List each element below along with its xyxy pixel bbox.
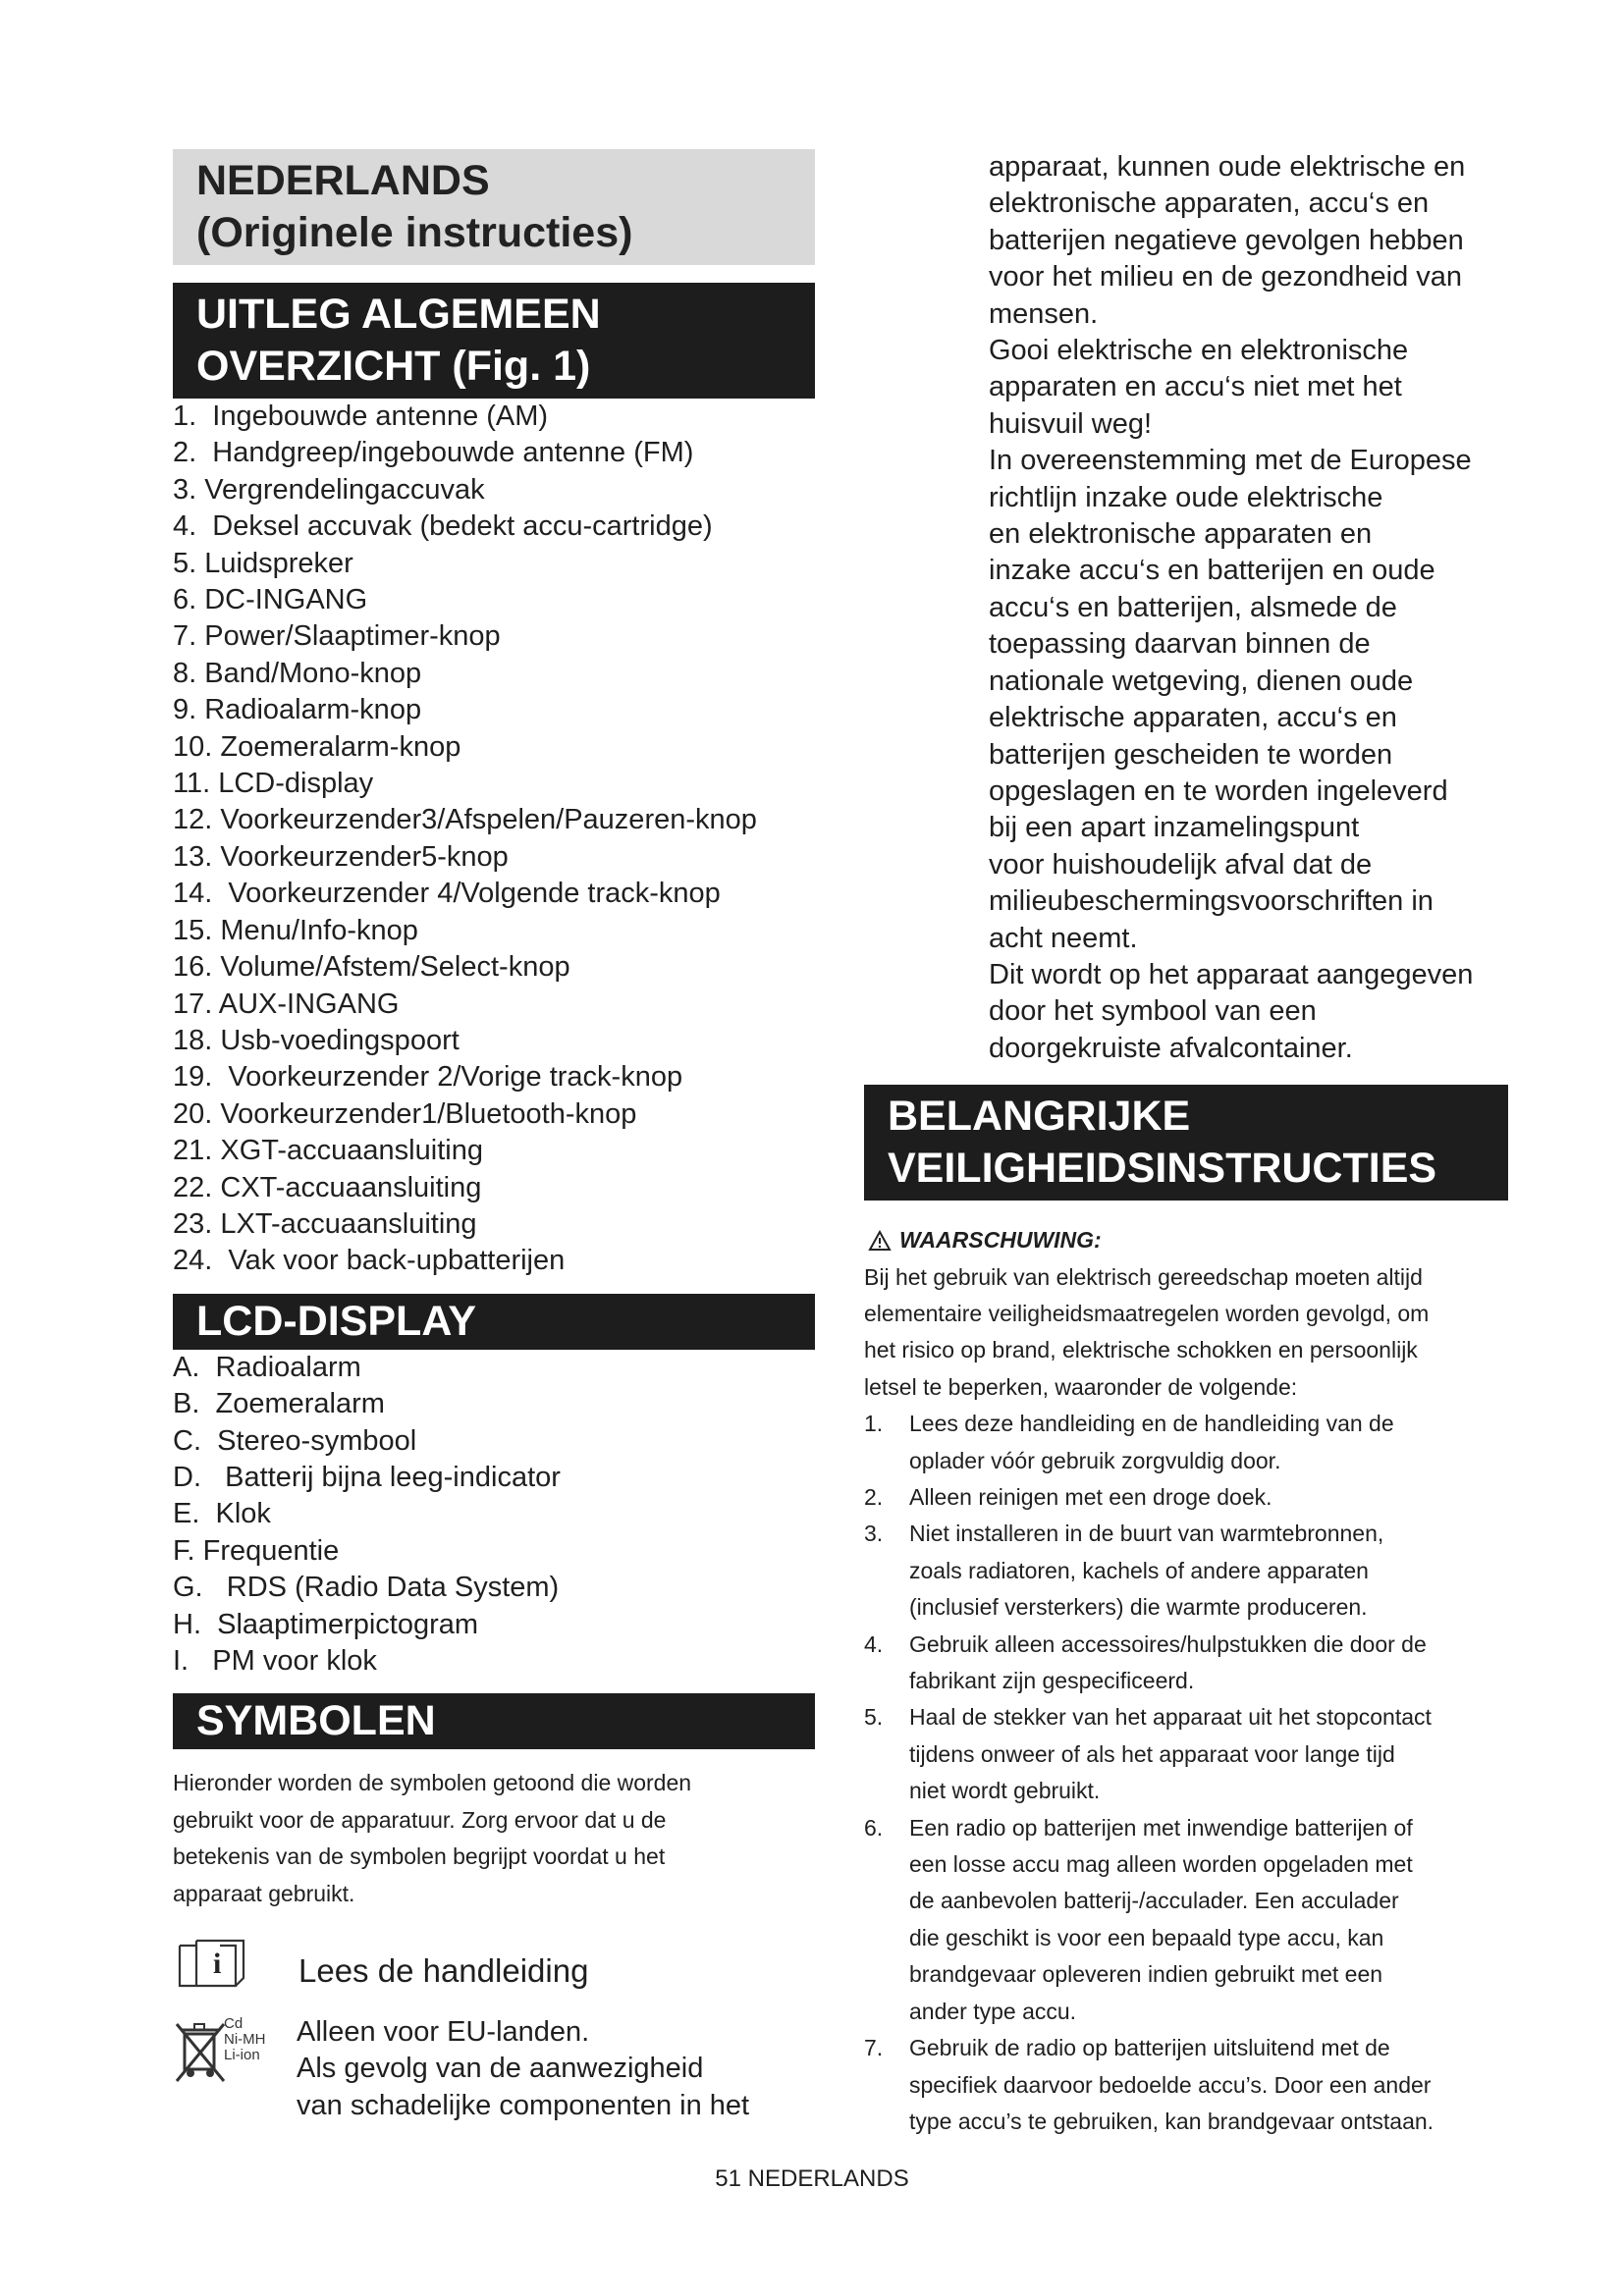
overview-list-item: 17. AUX-INGANG: [173, 988, 400, 1020]
lcd-list-item: E. Klok: [173, 1498, 271, 1530]
overview-list-item: 12. Voorkeurzender3/Afspelen/Pauzeren-knop: [173, 804, 757, 836]
weee-continued-line: en elektronische apparaten en: [989, 518, 1373, 551]
chemistry-label: Li-ion: [224, 2047, 260, 2064]
overview-heading: [173, 283, 815, 399]
safety-item-number: 2.: [864, 1484, 884, 1510]
overview-list-item: 3. Vergrendelingaccuvak: [173, 473, 485, 506]
safety-item-text: [909, 1479, 1272, 1516]
safety-item-number: 1.: [864, 1411, 884, 1437]
symbols-intro-line: gebruikt voor de apparatuur. Zorg ervoor dat u de: [173, 1806, 667, 1833]
safety-list-item: [864, 1479, 1512, 1516]
lcd-list-item: I. PM voor klok: [173, 1645, 377, 1677]
read-manual-icon: [177, 1938, 247, 1989]
safety-item-line: Alleen reinigen met een droge doek.: [909, 1484, 1272, 1510]
safety-list-item: [864, 1406, 1512, 1479]
safety-item-text: [909, 1699, 1432, 1809]
weee-continued-line: inzake accu‘s en batterijen en oude: [989, 555, 1435, 587]
weee-continued-line: batterijen gescheiden te worden: [989, 738, 1393, 771]
overview-list-item: 7. Power/Slaaptimer-knop: [173, 620, 501, 653]
weee-continued-line: opgeslagen en te worden ingeleverd: [989, 774, 1448, 807]
weee-continued-line: bij een apart inzamelingspunt: [989, 812, 1360, 844]
overview-list-item: 19. Voorkeurzender 2/Vorige track-knop: [173, 1061, 683, 1094]
symbols-intro-line: apparaat gebruikt.: [173, 1880, 355, 1906]
lcd-list-item: B. Zoemeralarm: [173, 1388, 385, 1420]
overview-list-item: 14. Voorkeurzender 4/Volgende track-knop: [173, 878, 721, 910]
safety-item-number: 6.: [864, 1814, 884, 1841]
weee-continued-line: milieubeschermingsvoorschriften in: [989, 885, 1434, 918]
weee-continued-line: doorgekruiste afvalcontainer.: [989, 1032, 1353, 1064]
overview-list-item: 16. Volume/Afstem/Select-knop: [173, 951, 570, 984]
lcd-heading-text: LCD-DISPLAY: [196, 1297, 477, 1345]
safety-item-line: type accu’s te gebruiken, kan brandgevaar ontstaan.: [909, 2108, 1435, 2134]
safety-item-line: tijdens onweer of als het apparaat voor lange tijd: [909, 1740, 1395, 1767]
left-column: [173, 149, 815, 2124]
weee-continued-line: accu‘s en batterijen, alsmede de: [989, 591, 1397, 623]
safety-item-line: niet wordt gebruikt.: [909, 1778, 1101, 1804]
safety-item-line: Niet installeren in de buurt van warmtebronnen,: [909, 1521, 1384, 1547]
safety-item-number: 4.: [864, 1630, 884, 1657]
safety-item-line: specifiek daarvoor bedoelde accu’s. Door een ander: [909, 2071, 1432, 2098]
overview-list-item: 6. DC-INGANG: [173, 584, 368, 616]
lcd-list-item: F. Frequentie: [173, 1534, 340, 1567]
manual-icon-glyph: i: [213, 1948, 222, 1981]
overview-list-item: 18. Usb-voedingspoort: [173, 1024, 460, 1056]
safety-item-line: ander type accu.: [909, 1998, 1077, 2024]
weee-continued-line: In overeenstemming met de Europese: [989, 445, 1472, 477]
lcd-list-item: C. Stereo-symbool: [173, 1424, 417, 1457]
safety-item-number: 3.: [864, 1521, 884, 1547]
weee-continued-line: apparaten en accu‘s niet met het: [989, 371, 1402, 403]
overview-list-item: 8. Band/Mono-knop: [173, 657, 422, 689]
safety-heading-line2: VEILIGHEIDSINSTRUCTIES: [888, 1145, 1437, 1193]
weee-text-continued: [989, 149, 1499, 1067]
safety-list-item: [864, 1627, 1512, 1700]
overview-list-item: 4. Deksel accuvak (bedekt accu-cartridge): [173, 510, 713, 543]
safety-item-text: [909, 1406, 1394, 1479]
overview-list-item: 24. Vak voor back-upbatterijen: [173, 1245, 566, 1277]
overview-list-item: 10. Zoemeralarm-knop: [173, 730, 461, 763]
overview-list-item: 9. Radioalarm-knop: [173, 694, 422, 726]
overview-list-item: 15. Menu/Info-knop: [173, 914, 418, 946]
safety-item-line: Haal de stekker van het apparaat uit het stopcontact: [909, 1704, 1432, 1731]
weee-continued-line: toepassing daarvan binnen de: [989, 628, 1371, 661]
weee-continued-line: door het symbool van een: [989, 995, 1317, 1028]
safety-item-text: [909, 2030, 1434, 2140]
weee-continued-line: voor huishoudelijk afval dat de: [989, 848, 1373, 881]
symbols-intro-line: Hieronder worden de symbolen getoond die worden: [173, 1770, 692, 1796]
lcd-list-item: D. Batterij bijna leeg-indicator: [173, 1461, 561, 1493]
weee-continued-line: Gooi elektrische en elektronische: [989, 335, 1409, 367]
safety-item-text: [909, 1627, 1427, 1700]
safety-intro-line: Bij het gebruik van elektrisch gereedschap moeten altijd: [864, 1263, 1423, 1290]
safety-item-line: (inclusief versterkers) die warmte produceren.: [909, 1594, 1368, 1621]
safety-item-line: een losse accu mag alleen worden opgeladen met: [909, 1851, 1413, 1878]
weee-symbol-row: [173, 2014, 815, 2124]
safety-intro-line: letsel te beperken, waaronder de volgende:: [864, 1373, 1298, 1400]
overview-list-item: 11. LCD-display: [173, 768, 374, 800]
safety-list-item: [864, 1516, 1512, 1626]
safety-heading-line1: BELANGRIJKE: [888, 1093, 1191, 1141]
language-subtitle: (Originele instructies): [196, 209, 633, 256]
weee-continued-line: apparaat, kunnen oude elektrische en: [989, 151, 1466, 183]
crossed-bin-icon: [173, 2014, 281, 2091]
safety-item-line: die geschikt is voor een bepaald type accu, kan: [909, 1924, 1384, 1950]
overview-list-item: 5. Luidspreker: [173, 547, 353, 579]
safety-item-line: zoals radiatoren, kachels of andere apparaten: [909, 1557, 1369, 1583]
weee-text-line: Als gevolg van de aanwezigheid: [297, 2053, 704, 2085]
weee-continued-line: elektrische apparaten, accu‘s en: [989, 702, 1397, 734]
chemistry-label: Ni-MH: [224, 2031, 266, 2049]
overview-list-item: 21. XGT-accuaansluiting: [173, 1135, 483, 1167]
safety-item-line: Gebruik de radio op batterijen uitsluitend met de: [909, 2035, 1390, 2061]
symbols-intro-line: betekenis van de symbolen begrijpt voordat u het: [173, 1843, 666, 1870]
symbols-intro: [173, 1765, 815, 1912]
battery-chemistry-labels: [224, 2016, 266, 2063]
overview-list-item: 20. Voorkeurzender1/Bluetooth-knop: [173, 1097, 637, 1130]
safety-item-line: oplader vóór gebruik zorgvuldig door.: [909, 1447, 1281, 1473]
language-title: NEDERLANDS: [196, 157, 490, 204]
overview-list-item: 23. LXT-accuaansluiting: [173, 1207, 477, 1240]
safety-list-item: [864, 1699, 1512, 1809]
safety-list-item: [864, 2030, 1512, 2140]
safety-heading: [864, 1085, 1508, 1201]
chemistry-label: Cd: [224, 2015, 244, 2033]
safety-item-line: de aanbevolen batterij-/acculader. Een acculader: [909, 1888, 1399, 1914]
manual-symbol-label: Lees de handleiding: [298, 1952, 589, 1990]
overview-parts-list: [173, 399, 815, 1280]
safety-list-item: [864, 1810, 1512, 2030]
safety-item-number: 5.: [864, 1704, 884, 1731]
overview-list-item: 13. Voorkeurzender5-knop: [173, 840, 509, 873]
safety-item-line: Gebruik alleen accessoires/hulpstukken die door de: [909, 1630, 1427, 1657]
overview-list-item: 22. CXT-accuaansluiting: [173, 1171, 482, 1203]
manual-symbol-row: [173, 1938, 815, 1993]
safety-item-number: 7.: [864, 2035, 884, 2061]
safety-item-line: Lees deze handleiding en de handleiding van de: [909, 1411, 1394, 1437]
symbols-heading-text: SYMBOLEN: [196, 1697, 436, 1745]
warning-row: [864, 1222, 1512, 1258]
language-header: [173, 149, 815, 265]
weee-text-line: van schadelijke componenten in het: [297, 2089, 750, 2121]
weee-continued-line: voor het milieu en de gezondheid van: [989, 261, 1463, 294]
weee-continued-line: batterijen negatieve gevolgen hebben: [989, 224, 1464, 256]
weee-continued-line: acht neemt.: [989, 922, 1138, 954]
weee-text-line: Alleen voor EU-landen.: [297, 2016, 590, 2049]
lcd-list-item: A. Radioalarm: [173, 1351, 361, 1383]
lcd-heading: [173, 1294, 815, 1350]
weee-continued-line: Dit wordt op het apparaat aangegeven: [989, 958, 1474, 990]
safety-item-line: fabrikant zijn gespecificeerd.: [909, 1668, 1195, 1694]
safety-instructions-list: [864, 1406, 1512, 2140]
safety-item-text: [909, 1810, 1413, 2030]
lcd-indicator-list: [173, 1350, 815, 1681]
weee-continued-line: richtlijn inzake oude elektrische: [989, 481, 1383, 513]
safety-item-text: [909, 1516, 1383, 1626]
lcd-list-item: H. Slaaptimerpictogram: [173, 1608, 479, 1640]
weee-continued-line: elektronische apparaten, accu‘s en: [989, 187, 1430, 220]
overview-heading-line1: UITLEG ALGEMEEN: [196, 291, 601, 338]
warning-triangle-icon: [868, 1230, 892, 1252]
lcd-list-item: G. RDS (Radio Data System): [173, 1572, 560, 1604]
right-column: [864, 149, 1512, 2140]
overview-list-item: 1. Ingebouwde antenne (AM): [173, 400, 549, 432]
weee-text: [297, 2014, 749, 2124]
safety-intro-line: het risico op brand, elektrische schokken en persoonlijk: [864, 1337, 1418, 1363]
overview-heading-line2: OVERZICHT (Fig. 1): [196, 343, 591, 390]
safety-item-line: brandgevaar opleveren indien gebruikt met een: [909, 1961, 1383, 1988]
page-footer: 51 NEDERLANDS: [715, 2165, 909, 2192]
safety-intro-line: elementaire veiligheidsmaatregelen worden gevolgd, om: [864, 1300, 1430, 1326]
warning-label: WAARSCHUWING:: [899, 1227, 1102, 1254]
weee-continued-line: nationale wetgeving, dienen oude: [989, 665, 1414, 697]
overview-list-item: 2. Handgreep/ingebouwde antenne (FM): [173, 437, 694, 469]
weee-continued-line: mensen.: [989, 297, 1099, 330]
safety-item-line: Een radio op batterijen met inwendige batterijen of: [909, 1814, 1413, 1841]
symbols-heading: [173, 1693, 815, 1749]
weee-continued-line: huisvuil weg!: [989, 407, 1153, 440]
safety-intro: [864, 1259, 1512, 1407]
